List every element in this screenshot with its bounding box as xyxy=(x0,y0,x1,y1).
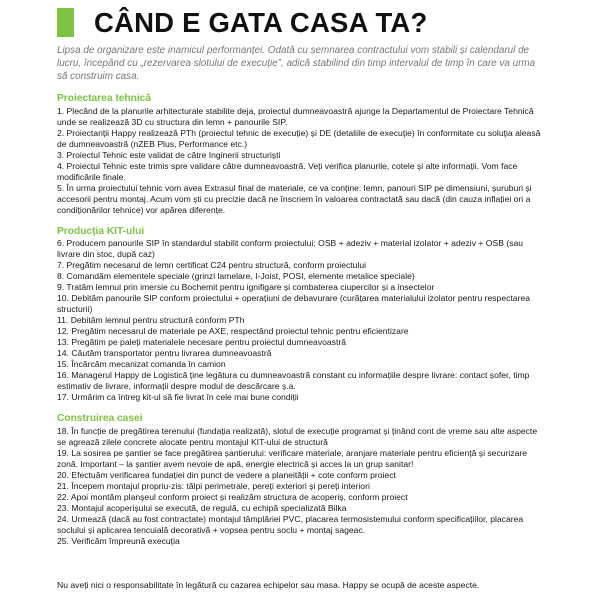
step-item: 10. Debităm panourile SIP conform proiectului + operațiuni de debavurare (curățarea materialului izolator pentru respectarea structurii) xyxy=(57,293,531,314)
section xyxy=(57,413,547,547)
step-list xyxy=(57,238,547,403)
section-title: Construirea casei xyxy=(57,413,143,424)
step-item: 15. Încărcăm mecanizat comanda în camion xyxy=(57,359,226,369)
step-item: 19. La sosirea pe șantier se face pregătirea șantierului: verificare materiale, aranjare materiale pentru eficiență și securizare zonă. Important – la șantier avem nevoie de apă, energie electrică și acces la un grup sanitar! xyxy=(57,447,528,469)
step-item: 6. Producem panourile SIP în standardul stabilit conform proiectului: OSB + adeziv + material izolator + adeziv + OSB (sau livrare din stoc, după caz) xyxy=(57,238,524,259)
step-item: 13. Pregătim pe paleți materialele necesare pentru proiectul dumneavoastră xyxy=(57,337,347,347)
step-list xyxy=(57,106,547,216)
intro-paragraph: Lipsa de organizare este inamicul performanței. Odată cu semnarea contractului vom stabili și calendarul de lucru, începând cu „rezervarea slotului de execuție”, adică stabilind din timp intervalul de timp în care va urma să construim casa. xyxy=(57,45,536,82)
step-item: 8. Comandăm elementele speciale (grinzi lamelare, I-Joist, POSI, elemente metalice speciale) xyxy=(57,271,415,281)
step-item: 3. Proiectul Tehnic este validat de către Inginerii structuriști xyxy=(57,149,281,160)
step-item: 25. Verificăm împreună execuția xyxy=(57,535,180,546)
step-item: 5. În urma proiectului tehnic vom avea Extrasul final de materiale, ce va conține: lemn, panouri SIP pe dimensiuni, șuruburi și accesorii pentru montaj. Acum vom ști cu precizie dacă ne înscriem în valoarea contractată sau dacă (din cauza inflației ori a condiționărilor tehnice) vor apărea diferențe. xyxy=(57,182,532,215)
step-item: 18. În funcție de pregătirea terenului (fundația realizată), slotul de execuție programat și ținând cont de vreme sau alte aspecte se agrează zilele concrete alocate pentru montajul KIT-ului de structură xyxy=(57,425,538,447)
step-item: 24. Urmează (dacă au fost contractate) montajul tâmplăriei PVC, placarea termosistemului conform specificațiilor, placarea soclului și aplicarea tencuială decorativă + vopsea pentru soclu + montaj sageac. xyxy=(57,513,524,535)
step-item: 9. Tratăm lemnul prin imersie cu Bochemit pentru ignifigare și combaterea ciupercilor și a insectelor xyxy=(57,282,435,292)
sections-container xyxy=(57,93,547,547)
step-item: 23. Montajul acoperișului se execută, de regulă, cu echipă specializată Bilka xyxy=(57,502,347,513)
step-item: 20. Efectuăm verificarea fundației din punct de vedere a planeității + cote conform proiect xyxy=(57,469,396,480)
step-item: 16. Managerul Happy de Logistică ține legătura cu dumneavoastră constant cu informațiile despre livrare: contact șofer, timp estimativ de livrare, informații despre modul de descărcare ș.a. xyxy=(57,370,530,391)
step-item: 21. Începem montajul propriu-zis: tălpi perimetrale, pereți exteriori și pereți interiori xyxy=(57,480,370,491)
page-title: CÂND E GATA CASA TA? xyxy=(94,7,428,38)
step-item: 17. Urmărim ca întreg kit-ul să fie livrat în cele mai bune condiții xyxy=(57,392,299,402)
document-body xyxy=(57,44,547,557)
step-item: 4. Proiectul Tehnic este trimis spre validare către dumneavoastră. Veți verifica planurile, cotele și alte informații. Vom face modificările finale. xyxy=(57,160,518,182)
accent-bar xyxy=(57,8,74,37)
step-list xyxy=(57,426,547,547)
section-title: Producția KIT-ului xyxy=(57,225,145,237)
footer-note: Nu aveți nici o responsabilitate în legătură cu cazarea echipelor sau masa. Happy se ocupă de aceste aspecte. xyxy=(57,580,480,590)
step-item: 12. Pregătim necesarul de materiale pe AXE, respectând proiectul tehnic pentru eficientizare xyxy=(57,326,409,336)
step-item: 2. Proiectanții Happy realizează PTh (proiectul tehnic de execuție) și DE (detaliile de execuție) în conformitate cu soluția aleasă de dumneavoastră (nZEB Plus, Performance etc.) xyxy=(57,127,541,149)
step-item: 11. Debităm lemnul pentru structură conform PTh xyxy=(57,315,245,325)
step-item: 22. Apoi montăm planșeul conform proiect și realizăm structura de acoperiș, conform proiect xyxy=(57,491,408,502)
section-title: Proiectarea tehnică xyxy=(57,93,151,104)
step-item: 7. Pregătim necesarul de lemn certificat C24 pentru structură, conform proiectului xyxy=(57,260,367,270)
step-item: 14. Căutăm transportator pentru livrarea dumneavoastră xyxy=(57,348,272,358)
section xyxy=(57,93,547,216)
step-item: 1. Plecând de la planurile arhitecturale stabilite deja, proiectul dumneavoastră ajunge la Departamentul de Proiectare Tehnică unde se realizează 3D cu structura din lemn + panourile SIP. xyxy=(57,105,534,127)
section xyxy=(57,226,547,404)
